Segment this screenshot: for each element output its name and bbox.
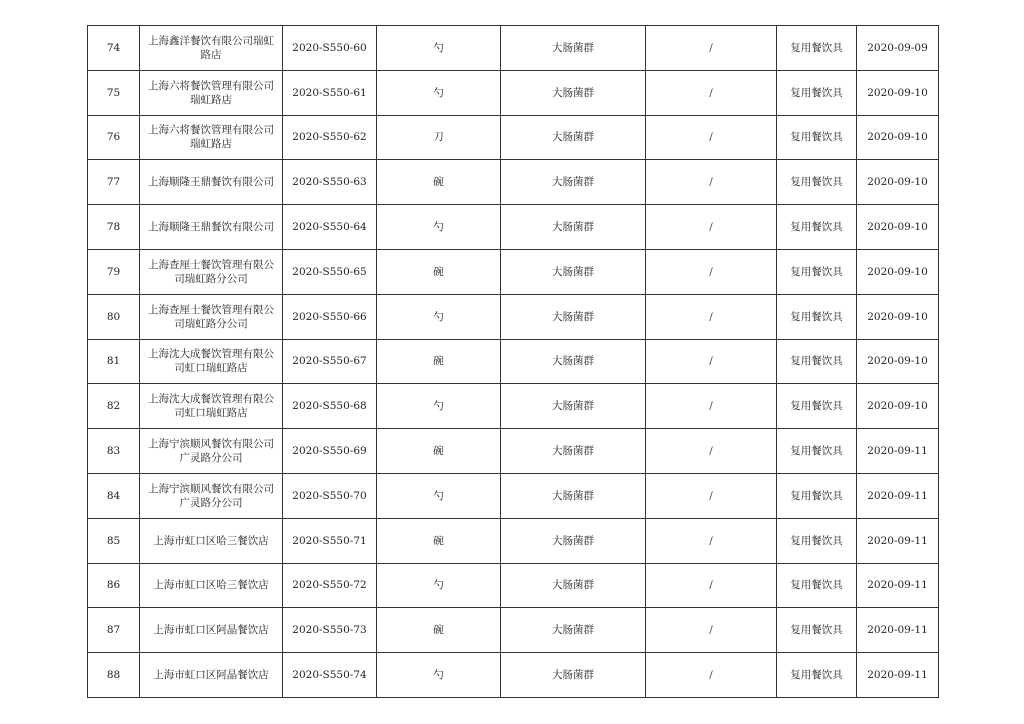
company-name-line-1: 上海六将餐饮管理有限公司	[148, 79, 274, 92]
test-indicator-cell: 大肠菌群	[501, 653, 646, 698]
date-cell: 2020-09-10	[857, 249, 939, 294]
row-number-cell: 87	[88, 608, 140, 653]
category-cell: 复用餐饮具	[777, 563, 857, 608]
sample-code-cell: 2020-S550-73	[283, 608, 377, 653]
sample-code-cell: 2020-S550-67	[283, 339, 377, 384]
table-row	[88, 563, 939, 608]
company-name-line-1: 上海顺隆王鼎餐饮有限公司	[148, 221, 274, 234]
date-cell: 2020-09-09	[857, 26, 939, 71]
company-name-cell	[140, 205, 283, 250]
test-indicator-cell: 大肠菌群	[501, 429, 646, 474]
row-number-cell: 86	[88, 563, 140, 608]
test-indicator-cell: 大肠菌群	[501, 473, 646, 518]
sample-code-cell: 2020-S550-65	[283, 249, 377, 294]
result-cell: /	[646, 339, 777, 384]
sample-item-cell: 勺	[377, 294, 501, 339]
company-name-cell	[140, 653, 283, 698]
company-name-cell	[140, 294, 283, 339]
test-indicator-cell: 大肠菌群	[501, 563, 646, 608]
company-name-line-1: 上海市虹口区阿晶餐饮店	[153, 669, 269, 682]
category-cell: 复用餐饮具	[777, 160, 857, 205]
company-name-line-2: 瑞虹路店	[190, 93, 232, 106]
result-cell: /	[646, 518, 777, 563]
company-name-line-2: 司虹口瑞虹路店	[174, 362, 248, 375]
company-name-line-2: 路店	[200, 48, 222, 61]
sample-item-cell: 勺	[377, 653, 501, 698]
category-cell: 复用餐饮具	[777, 608, 857, 653]
sample-code-cell: 2020-S550-70	[283, 473, 377, 518]
table-row	[88, 249, 939, 294]
result-cell: /	[646, 384, 777, 429]
date-cell: 2020-09-11	[857, 563, 939, 608]
category-cell: 复用餐饮具	[777, 26, 857, 71]
row-number-cell: 80	[88, 294, 140, 339]
sample-item-cell: 勺	[377, 384, 501, 429]
company-name-line-1: 上海沈大成餐饮管理有限公	[148, 348, 274, 361]
table-row	[88, 26, 939, 71]
company-name-cell	[140, 160, 283, 205]
table-row	[88, 70, 939, 115]
company-name-cell	[140, 384, 283, 429]
sample-item-cell: 碗	[377, 339, 501, 384]
category-cell: 复用餐饮具	[777, 294, 857, 339]
row-number-cell: 82	[88, 384, 140, 429]
row-number-cell: 88	[88, 653, 140, 698]
result-cell: /	[646, 294, 777, 339]
date-cell: 2020-09-11	[857, 608, 939, 653]
company-name-cell	[140, 115, 283, 160]
test-indicator-cell: 大肠菌群	[501, 294, 646, 339]
company-name-line-2: 司瑞虹路分公司	[174, 272, 248, 285]
test-indicator-cell: 大肠菌群	[501, 339, 646, 384]
sample-item-cell: 勺	[377, 473, 501, 518]
row-number-cell: 84	[88, 473, 140, 518]
category-cell: 复用餐饮具	[777, 473, 857, 518]
row-number-cell: 75	[88, 70, 140, 115]
test-indicator-cell: 大肠菌群	[501, 608, 646, 653]
category-cell: 复用餐饮具	[777, 205, 857, 250]
test-indicator-cell: 大肠菌群	[501, 249, 646, 294]
date-cell: 2020-09-10	[857, 160, 939, 205]
sample-item-cell: 刀	[377, 115, 501, 160]
test-indicator-cell: 大肠菌群	[501, 205, 646, 250]
company-name-line-1: 上海鑫洋餐饮有限公司瑞虹	[148, 34, 274, 47]
table-row	[88, 653, 939, 698]
result-cell: /	[646, 205, 777, 250]
sample-code-cell: 2020-S550-60	[283, 26, 377, 71]
row-number-cell: 76	[88, 115, 140, 160]
date-cell: 2020-09-11	[857, 653, 939, 698]
sample-code-cell: 2020-S550-69	[283, 429, 377, 474]
category-cell: 复用餐饮具	[777, 653, 857, 698]
company-name-cell	[140, 26, 283, 71]
test-indicator-cell: 大肠菌群	[501, 115, 646, 160]
sample-item-cell: 勺	[377, 70, 501, 115]
company-name-cell	[140, 249, 283, 294]
category-cell: 复用餐饮具	[777, 429, 857, 474]
category-cell: 复用餐饮具	[777, 115, 857, 160]
row-number-cell: 78	[88, 205, 140, 250]
sample-code-cell: 2020-S550-68	[283, 384, 377, 429]
table-row	[88, 473, 939, 518]
company-name-cell	[140, 473, 283, 518]
table-body	[88, 26, 939, 698]
sample-code-cell: 2020-S550-74	[283, 653, 377, 698]
company-name-line-1: 上海沈大成餐饮管理有限公	[148, 393, 274, 406]
row-number-cell: 74	[88, 26, 140, 71]
company-name-cell	[140, 608, 283, 653]
company-name-line-1: 上海市虹口区阿晶餐饮店	[153, 624, 269, 637]
date-cell: 2020-09-10	[857, 70, 939, 115]
category-cell: 复用餐饮具	[777, 518, 857, 563]
company-name-cell	[140, 563, 283, 608]
table-row	[88, 339, 939, 384]
company-name-line-1: 上海市虹口区哈三餐饮店	[153, 534, 269, 547]
company-name-line-2: 广灵路分公司	[179, 496, 243, 509]
company-name-line-1: 上海宁滨顺风餐饮有限公司	[148, 438, 274, 451]
sample-code-cell: 2020-S550-64	[283, 205, 377, 250]
date-cell: 2020-09-10	[857, 205, 939, 250]
row-number-cell: 85	[88, 518, 140, 563]
test-indicator-cell: 大肠菌群	[501, 384, 646, 429]
company-name-cell	[140, 429, 283, 474]
row-number-cell: 77	[88, 160, 140, 205]
test-indicator-cell: 大肠菌群	[501, 160, 646, 205]
result-cell: /	[646, 608, 777, 653]
result-cell: /	[646, 429, 777, 474]
table-row	[88, 205, 939, 250]
result-cell: /	[646, 70, 777, 115]
category-cell: 复用餐饮具	[777, 249, 857, 294]
company-name-cell	[140, 70, 283, 115]
sample-code-cell: 2020-S550-63	[283, 160, 377, 205]
company-name-cell	[140, 339, 283, 384]
result-cell: /	[646, 115, 777, 160]
category-cell: 复用餐饮具	[777, 339, 857, 384]
sample-item-cell: 碗	[377, 429, 501, 474]
inspection-results-table	[87, 25, 939, 698]
result-cell: /	[646, 653, 777, 698]
date-cell: 2020-09-11	[857, 518, 939, 563]
company-name-line-1: 上海查厘士餐饮管理有限公	[148, 258, 274, 271]
company-name-line-2: 司虹口瑞虹路店	[174, 407, 248, 420]
result-cell: /	[646, 473, 777, 518]
company-name-line-2: 瑞虹路店	[190, 138, 232, 151]
company-name-line-2: 广灵路分公司	[179, 452, 243, 465]
row-number-cell: 81	[88, 339, 140, 384]
test-indicator-cell: 大肠菌群	[501, 70, 646, 115]
company-name-line-1: 上海市虹口区哈三餐饮店	[153, 579, 269, 592]
company-name-line-1: 上海查厘士餐饮管理有限公	[148, 303, 274, 316]
sample-code-cell: 2020-S550-72	[283, 563, 377, 608]
sample-code-cell: 2020-S550-61	[283, 70, 377, 115]
table-row	[88, 429, 939, 474]
sample-code-cell: 2020-S550-66	[283, 294, 377, 339]
date-cell: 2020-09-11	[857, 473, 939, 518]
sample-item-cell: 碗	[377, 160, 501, 205]
sample-code-cell: 2020-S550-62	[283, 115, 377, 160]
category-cell: 复用餐饮具	[777, 70, 857, 115]
sample-item-cell: 勺	[377, 563, 501, 608]
table-row	[88, 160, 939, 205]
sample-item-cell: 勺	[377, 205, 501, 250]
date-cell: 2020-09-11	[857, 429, 939, 474]
sample-item-cell: 碗	[377, 518, 501, 563]
result-cell: /	[646, 26, 777, 71]
category-cell: 复用餐饮具	[777, 384, 857, 429]
table-row	[88, 518, 939, 563]
result-cell: /	[646, 563, 777, 608]
company-name-cell	[140, 518, 283, 563]
company-name-line-1: 上海宁滨顺风餐饮有限公司	[148, 482, 274, 495]
date-cell: 2020-09-10	[857, 384, 939, 429]
date-cell: 2020-09-10	[857, 339, 939, 384]
sample-item-cell: 碗	[377, 608, 501, 653]
row-number-cell: 83	[88, 429, 140, 474]
company-name-line-1: 上海六将餐饮管理有限公司	[148, 124, 274, 137]
table-row	[88, 115, 939, 160]
sample-item-cell: 勺	[377, 26, 501, 71]
table-row	[88, 384, 939, 429]
row-number-cell: 79	[88, 249, 140, 294]
company-name-line-2: 司瑞虹路分公司	[174, 317, 248, 330]
test-indicator-cell: 大肠菌群	[501, 518, 646, 563]
date-cell: 2020-09-10	[857, 294, 939, 339]
table-row	[88, 294, 939, 339]
date-cell: 2020-09-10	[857, 115, 939, 160]
table-row	[88, 608, 939, 653]
result-cell: /	[646, 160, 777, 205]
result-cell: /	[646, 249, 777, 294]
company-name-line-1: 上海顺隆王鼎餐饮有限公司	[148, 176, 274, 189]
sample-code-cell: 2020-S550-71	[283, 518, 377, 563]
test-indicator-cell: 大肠菌群	[501, 26, 646, 71]
sample-item-cell: 碗	[377, 249, 501, 294]
